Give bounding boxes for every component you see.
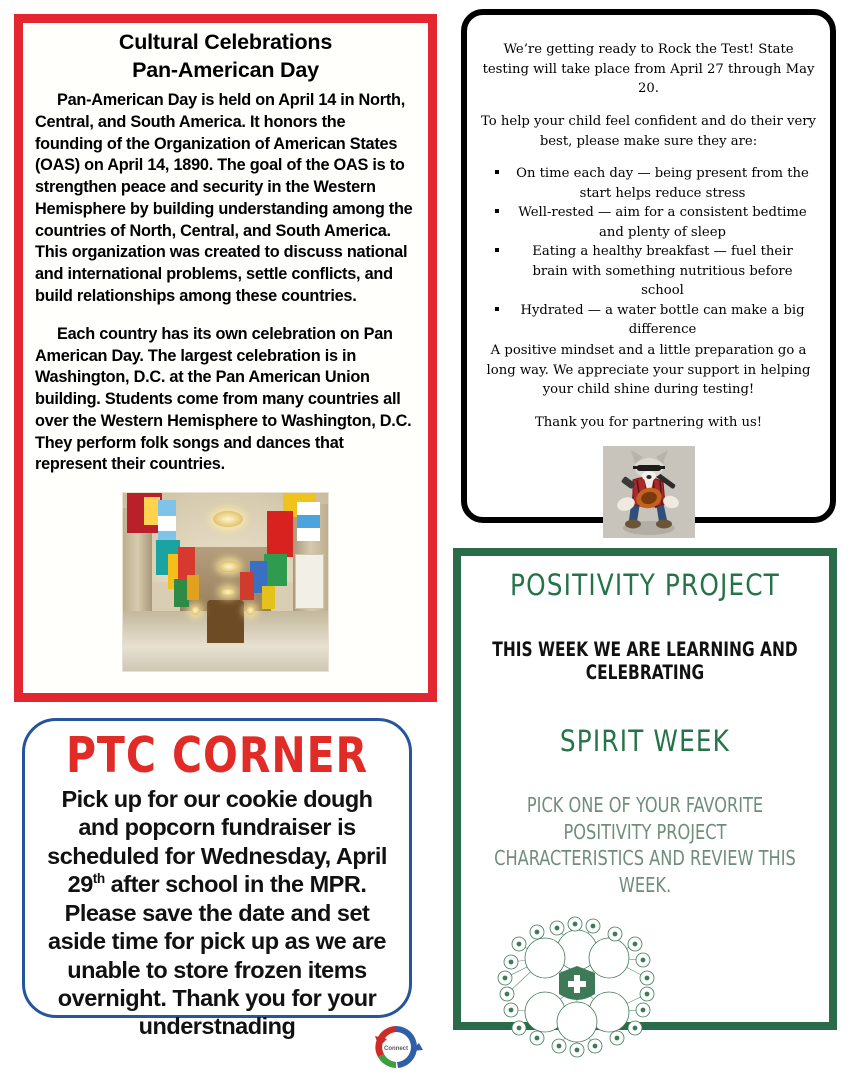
testing-tips-list	[481, 164, 816, 340]
cultural-panel-title	[35, 29, 416, 84]
positivity-project-panel	[453, 548, 837, 1030]
list-item	[481, 301, 816, 340]
testing-lead-in-text: To help your child feel confident and do their very best, please make sure they are:	[481, 113, 817, 149]
photo-chandelier-3	[221, 588, 235, 596]
cultural-panel-inner	[23, 23, 428, 672]
list-item-label: Hydrated — a water bottle can make a big difference	[520, 302, 805, 338]
testing-closing-text: A positive mindset and a little preparation go a long way. We appreciate your support in helping your child shine during testing!	[486, 343, 811, 398]
list-item-label: On time each day — being present from the start helps reduce stress	[516, 166, 809, 201]
bullet-icon	[495, 248, 499, 252]
cultural-celebrations-panel	[14, 14, 437, 702]
positivity-project-heading: POSITIVITY PROJECT	[510, 568, 780, 602]
bullet-icon	[495, 170, 499, 174]
positivity-focus-heading: SPIRIT WEEK	[559, 724, 731, 758]
photo-lamp-right	[246, 606, 255, 615]
list-item	[481, 164, 816, 203]
wolf-mascot-illustration	[603, 446, 695, 538]
cultural-paragraph-1: Pan-American Day is held on April 14 in North, Central, and South America. It honors the founding of the Organization of American States (OAS) on April 14, 1890. The goal of the OAS is to strengthen peace and security in the Western Hemisphere by building understanding among the countries of North, Central, and South America. This organization was created to discuss national and international problems, settle conflicts, and build relationships among these countries.	[35, 91, 413, 305]
list-item	[481, 203, 816, 242]
photo-flag	[240, 572, 254, 600]
photo-lamp-left	[191, 606, 200, 615]
bullet-icon	[495, 307, 499, 311]
positivity-panel-inner	[461, 556, 829, 1073]
ptc-corner-title: PTC CORNER	[65, 727, 369, 784]
ptc-date-ordinal-suffix: th	[92, 871, 105, 887]
photo-flag	[187, 575, 199, 600]
photo-flag	[262, 586, 274, 609]
character-strengths-wheel-diagram	[471, 902, 683, 1068]
connect-logo-label: Connect	[384, 1045, 408, 1052]
photo-flag	[297, 502, 320, 541]
ptc-corner-panel	[22, 718, 412, 1052]
positivity-subheading: THIS WEEK WE ARE LEARNING AND CELEBRATING	[492, 638, 798, 684]
photo-flag	[267, 511, 294, 557]
list-item-label: Well-rested — aim for a consistent bedtime and plenty of sleep	[518, 205, 807, 240]
photo-far-door	[207, 600, 244, 643]
photo-window	[295, 554, 324, 609]
ptc-body-before-date: Pick up for our cookie dough and popcorn fundraiser is scheduled for Wednesday, April 29	[47, 785, 387, 898]
ptc-body-after-date: after school in the MPR. Please save the date and set aside time for pick up as we are unable to store frozen items overnight. Thank you for your understnading	[48, 871, 386, 1040]
testing-thanks-text: Thank you for partnering with us!	[534, 414, 763, 430]
cultural-title-line-2: Pan-American Day	[132, 57, 319, 82]
bullet-icon	[495, 209, 499, 213]
list-item	[481, 242, 816, 301]
cultural-title-line-1: Cultural Celebrations	[118, 30, 333, 54]
ptc-corner-body	[41, 785, 393, 1041]
ptc-panel-inner	[25, 721, 409, 1052]
photo-flag	[264, 554, 287, 586]
positivity-instruction-text: PICK ONE OF YOUR FAVORITE POSITIVITY PROJECT CHARACTERISTICS AND REVIEW THIS WEEK.	[494, 793, 796, 897]
list-item-label: Eating a healthy breakfast — fuel their brain with something nutritious before school	[532, 244, 793, 299]
flags-hall-photo	[122, 492, 329, 672]
testing-panel-inner	[467, 15, 830, 538]
testing-intro-text: We’re getting ready to Rock the Test! State testing will take place from April 27 through May 20.	[482, 42, 815, 97]
wolf-mascot-guitar-image	[603, 446, 695, 538]
connect-cycle-logo	[367, 1019, 425, 1075]
cultural-paragraph-2: Each country has its own celebration on Pan American Day. The largest celebration is in Washington, D.C. at the Pan American Union building. Students come from many countries all over the Western Hemisphere to Washington, D.C. They perform folk songs and dances that represent their countries.	[35, 324, 412, 474]
state-testing-panel	[461, 9, 836, 523]
